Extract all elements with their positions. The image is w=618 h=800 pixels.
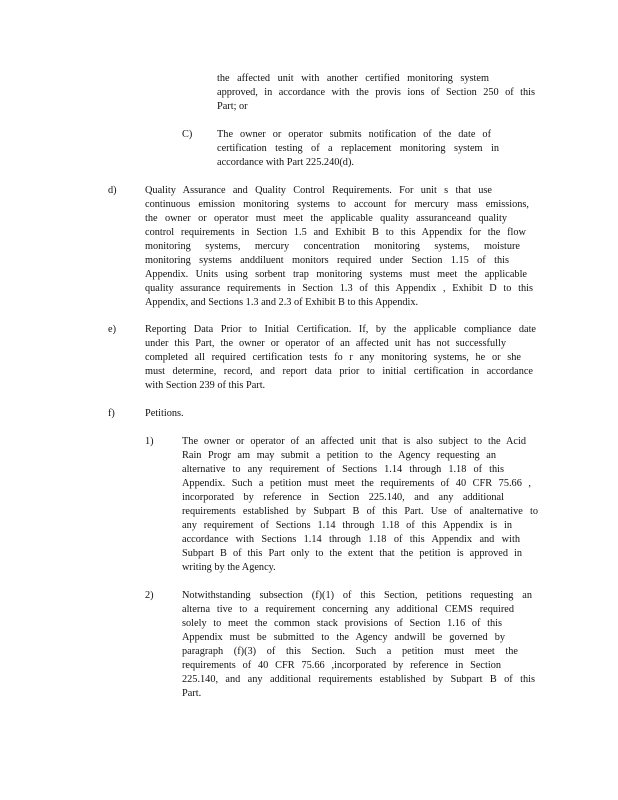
item-f1-line: any requirement of Sections 1.14 through 1.18 of this Appendix is in: [182, 520, 512, 531]
fragment-line: Part; or: [217, 101, 248, 112]
item-c-line: The owner or operator submits notification of the date of: [217, 129, 491, 140]
item-f1-line: accordance with Sections 1.14 through 1.18 of this Appendix and with: [182, 534, 520, 545]
item-f2-line: solely to meet the common stack provisions of Section 1.16 of this: [182, 618, 502, 629]
item-label-f2: 2): [145, 590, 154, 601]
fragment-line: approved, in accordance with the provis ions of Section 250 of this: [217, 87, 535, 98]
item-e-line: Reporting Data Prior to Initial Certification. If, by the applicable compliance date: [145, 324, 536, 335]
item-label-f1: 1): [145, 436, 154, 447]
item-f1-line: incorporated by reference in Section 225.140, and any additional: [182, 492, 504, 503]
item-f1-line: The owner or operator of an affected unit that is also subject to the Acid: [182, 436, 526, 447]
item-f2-line: requirements of 40 CFR 75.66 ,incorporated by reference in Section: [182, 660, 501, 671]
item-f2-line: 225.140, and any additional requirements established by Subpart B of this: [182, 674, 535, 685]
item-f2-line: Appendix must be submitted to the Agency andwill be governed by: [182, 632, 505, 643]
item-label-d: d): [108, 185, 117, 196]
item-f1-line: writing by the Agency.: [182, 562, 276, 573]
item-d-line: continuous emission monitoring systems to account for mercury mass emissions,: [145, 199, 529, 210]
item-d-line: Quality Assurance and Quality Control Requirements. For unit s that use: [145, 185, 492, 196]
item-label-f: f): [108, 408, 115, 419]
item-d-line: control requirements in Section 1.5 and Exhibit B to this Appendix for the flow: [145, 227, 526, 238]
item-d-line: quality assurance requirements in Section 1.3 of this Appendix , Exhibit D to this: [145, 283, 533, 294]
item-f1-line: Appendix. Such a petition must meet the requirements of 40 CFR 75.66 ,: [182, 478, 531, 489]
item-f1-line: alternative to any requirement of Sections 1.14 through 1.18 of this: [182, 464, 504, 475]
item-e-line: with Section 239 of this Part.: [145, 380, 266, 391]
fragment-line: the affected unit with another certified monitoring system: [217, 73, 489, 84]
item-f1-line: requirements established by Subpart B of this Part. Use of analternative to: [182, 506, 538, 517]
item-c-line: accordance with Part 225.240(d).: [217, 157, 354, 168]
item-f2-line: Notwithstanding subsection (f)(1) of this Section, petitions requesting an: [182, 590, 532, 601]
item-e-line: must determine, record, and report data prior to initial certification in accordance: [145, 366, 533, 377]
item-label-c: C): [182, 129, 193, 140]
item-f1-line: Subpart B of this Part only to the extent that the petition is approved in: [182, 548, 522, 559]
item-d-line: monitoring systems anddiluent monitors required under Section 1.15 of this: [145, 255, 509, 266]
item-f-heading: Petitions.: [145, 408, 184, 419]
item-e-line: completed all required certification tests fo r any monitoring systems, he or she: [145, 352, 521, 363]
item-f1-line: Rain Progr am may submit a petition to the Agency requesting an: [182, 450, 496, 461]
item-label-e: e): [108, 324, 116, 335]
item-d-line: Appendix, and Sections 1.3 and 2.3 of Exhibit B to this Appendix.: [145, 297, 419, 308]
item-f2-line: Part.: [182, 688, 202, 699]
item-e-line: under this Part, the owner or operator of an affected unit has not successfully: [145, 338, 506, 349]
item-f2-line: paragraph (f)(3) of this Section. Such a petition must meet the: [182, 646, 518, 657]
item-d-line: monitoring systems, mercury concentration monitoring systems, moisture: [145, 241, 520, 252]
item-f2-line: alterna tive to a requirement concerning any additional CEMS required: [182, 604, 514, 615]
item-c-line: certification testing of a replacement monitoring system in: [217, 143, 499, 154]
item-d-line: the owner or operator must meet the applicable quality assuranceand quality: [145, 213, 507, 224]
item-d-line: Appendix. Units using sorbent trap monitoring systems must meet the applicable: [145, 269, 527, 280]
